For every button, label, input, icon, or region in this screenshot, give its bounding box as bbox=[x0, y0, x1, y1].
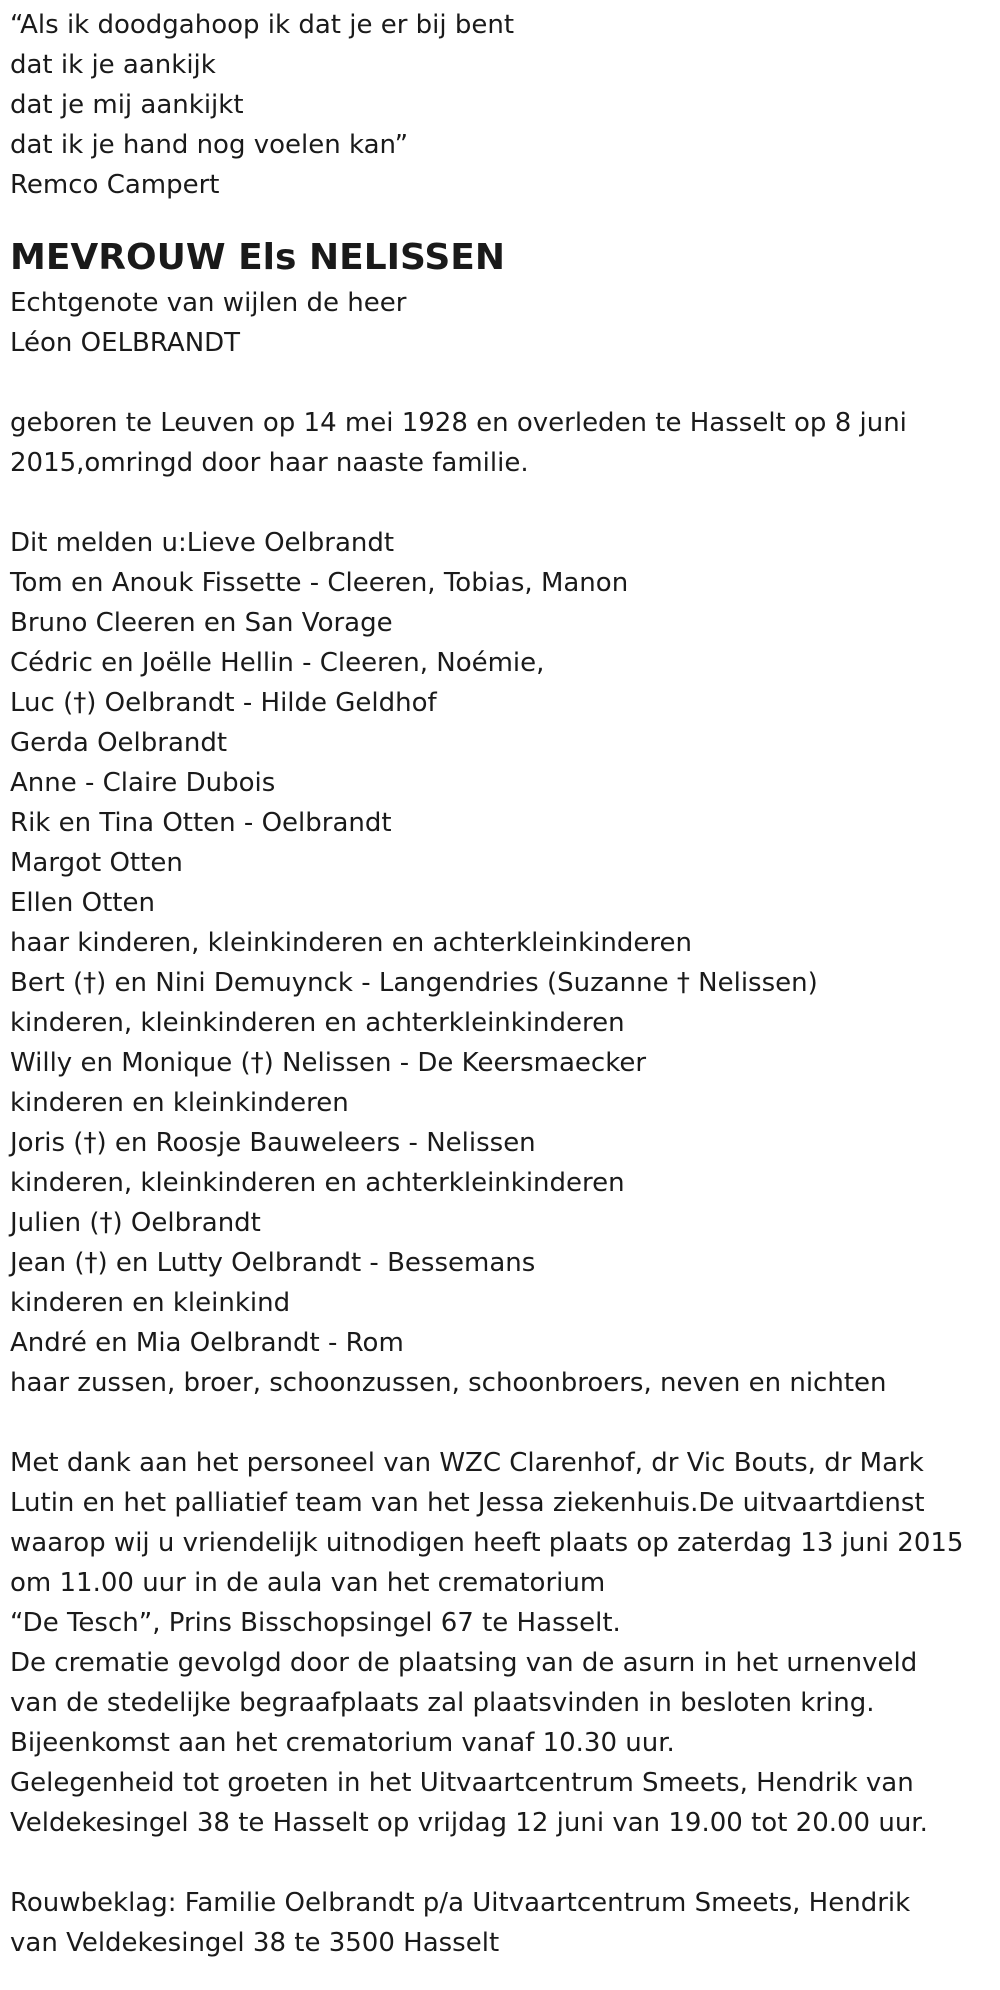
family-line: Anne - Claire Dubois bbox=[10, 768, 276, 798]
quote-line: “Als ik doodgahoop ik dat je er bij bent bbox=[10, 10, 515, 40]
quote-line: dat ik je hand nog voelen kan” bbox=[10, 130, 409, 160]
family-line: kinderen en kleinkind bbox=[10, 1288, 291, 1318]
quote-line: dat ik je aankijk bbox=[10, 50, 216, 80]
condolences-line: Rouwbeklag: Familie Oelbrandt p/a Uitvaartcentrum Smeets, Hendrik bbox=[10, 1888, 911, 1918]
family-line: Dit melden u:Lieve Oelbrandt bbox=[10, 528, 395, 558]
birth-death-paragraph bbox=[10, 403, 995, 483]
family-line: kinderen en kleinkinderen bbox=[10, 1088, 349, 1118]
service-line: De crematie gevolgd door de plaatsing van de asurn in het urnenveld bbox=[10, 1648, 918, 1678]
family-list bbox=[10, 523, 995, 1403]
deceased-name: MEVROUW Els NELISSEN bbox=[10, 237, 505, 278]
family-line: Luc (†) Oelbrandt - Hilde Geldhof bbox=[10, 688, 437, 718]
obituary-document bbox=[10, 0, 995, 1963]
service-line: Lutin en het palliatief team van het Jessa ziekenhuis.De uitvaartdienst bbox=[10, 1488, 925, 1518]
birth-death-line: geboren te Leuven op 14 mei 1928 en overleden te Hasselt op 8 juni bbox=[10, 408, 907, 438]
family-line: Ellen Otten bbox=[10, 888, 155, 918]
spacer bbox=[10, 1403, 995, 1443]
quote-author: Remco Campert bbox=[10, 170, 220, 200]
family-line: Rik en Tina Otten - Oelbrandt bbox=[10, 808, 392, 838]
family-line: Margot Otten bbox=[10, 848, 183, 878]
family-line: Bert (†) en Nini Demuynck - Langendries (Suzanne † Nelissen) bbox=[10, 968, 818, 998]
spouse-name: Léon OELBRANDT bbox=[10, 328, 241, 358]
family-line: kinderen, kleinkinderen en achterkleinkinderen bbox=[10, 1008, 625, 1038]
service-line: van de stedelijke begraafplaats zal plaatsvinden in besloten kring. bbox=[10, 1688, 875, 1718]
service-paragraph bbox=[10, 1443, 995, 1843]
spacer bbox=[10, 483, 995, 523]
birth-death-line: 2015,omringd door haar naaste familie. bbox=[10, 448, 529, 478]
family-line: Joris (†) en Roosje Bauweleers - Nelissen bbox=[10, 1128, 536, 1158]
spouse-line: Echtgenote van wijlen de heer bbox=[10, 288, 407, 318]
family-line: Willy en Monique (†) Nelissen - De Keersmaecker bbox=[10, 1048, 647, 1078]
family-line: Julien (†) Oelbrandt bbox=[10, 1208, 261, 1238]
spacer bbox=[10, 363, 995, 403]
service-line: Bijeenkomst aan het crematorium vanaf 10.30 uur. bbox=[10, 1728, 675, 1758]
service-line: Veldekesingel 38 te Hasselt op vrijdag 12 juni van 19.00 tot 20.00 uur. bbox=[10, 1808, 928, 1838]
condolences-paragraph bbox=[10, 1883, 995, 1963]
service-line: Met dank aan het personeel van WZC Clarenhof, dr Vic Bouts, dr Mark bbox=[10, 1448, 924, 1478]
family-line: haar kinderen, kleinkinderen en achterkleinkinderen bbox=[10, 928, 692, 958]
service-line: Gelegenheid tot groeten in het Uitvaartcentrum Smeets, Hendrik van bbox=[10, 1768, 914, 1798]
service-line: waarop wij u vriendelijk uitnodigen heeft plaats op zaterdag 13 juni 2015 bbox=[10, 1528, 964, 1558]
family-line: kinderen, kleinkinderen en achterkleinkinderen bbox=[10, 1168, 625, 1198]
family-line: Jean (†) en Lutty Oelbrandt - Bessemans bbox=[10, 1248, 536, 1278]
condolences-line: van Veldekesingel 38 te 3500 Hasselt bbox=[10, 1928, 500, 1958]
poem-quote bbox=[10, 5, 995, 205]
family-line: haar zussen, broer, schoonzussen, schoonbroers, neven en nichten bbox=[10, 1368, 887, 1398]
service-line: “De Tesch”, Prins Bisschopsingel 67 te Hasselt. bbox=[10, 1608, 621, 1638]
family-line: André en Mia Oelbrandt - Rom bbox=[10, 1328, 404, 1358]
service-line: om 11.00 uur in de aula van het crematorium bbox=[10, 1568, 606, 1598]
family-line: Tom en Anouk Fissette - Cleeren, Tobias, Manon bbox=[10, 568, 629, 598]
family-line: Bruno Cleeren en San Vorage bbox=[10, 608, 393, 638]
spacer bbox=[10, 1843, 995, 1883]
quote-line: dat je mij aankijkt bbox=[10, 90, 244, 120]
family-line: Cédric en Joëlle Hellin - Cleeren, Noémie, bbox=[10, 648, 545, 678]
family-line: Gerda Oelbrandt bbox=[10, 728, 228, 758]
